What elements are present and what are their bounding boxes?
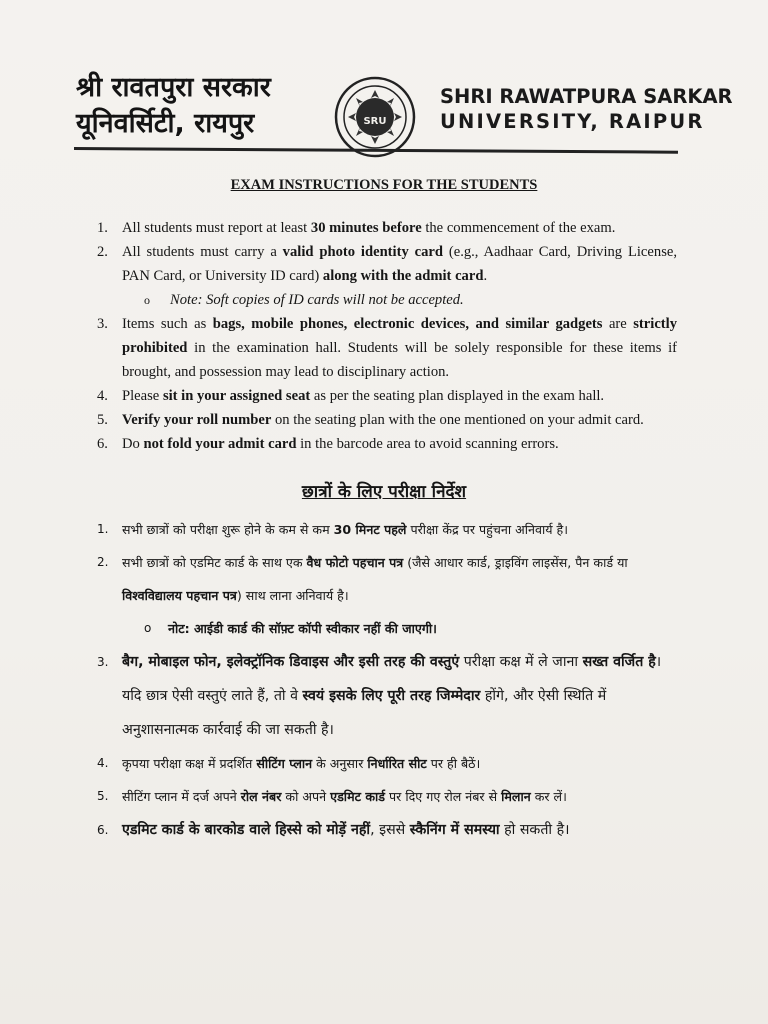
item-text-bold: valid photo identity card xyxy=(282,244,443,260)
item-number: 1. xyxy=(97,220,108,236)
item-text-bold: एडमिट कार्ड के बारकोड वाले हिस्से को मोड़ें नहीं xyxy=(122,822,371,838)
item-text: All students must carry a xyxy=(122,244,283,260)
item-number: 6. xyxy=(97,436,108,452)
hindi-instructions-title: छात्रों के लिए परीक्षा निर्देश xyxy=(301,482,467,502)
item-text: हो सकती है। xyxy=(499,822,570,838)
english-item xyxy=(92,216,677,240)
logo-text: SRU xyxy=(363,116,387,127)
item-text-bold: वैध फोटो पहचान पत्र xyxy=(306,555,404,570)
item-text-bold: sit in your assigned seat xyxy=(162,388,311,404)
item-text-bold: निर्धारित सीट xyxy=(367,756,427,771)
item-text: Do xyxy=(122,436,144,452)
item-text-bold: not fold your admit card xyxy=(143,436,297,452)
item-text: (e.g., Aadhaar Card, Driving License, PAN Card, or University ID card) xyxy=(122,244,677,284)
item-text: होंगे, और ऐसी स्थिति में अनुशासनात्मक कार्रवाई की जा सकती है। xyxy=(122,688,607,738)
item-number: 6. xyxy=(97,823,109,837)
english-item xyxy=(92,408,677,432)
item-text: परीक्षा कक्ष में ले जाना xyxy=(459,654,583,670)
item-text: in the barcode area to avoid scanning errors. xyxy=(296,436,559,452)
hindi-item xyxy=(90,546,680,612)
item-text: as per the seating plan displayed in the exam hall. xyxy=(310,388,605,404)
university-name-hindi xyxy=(76,70,336,142)
university-name-english-line1: SHRI RAWATPURA SARKAR xyxy=(440,85,733,108)
hindi-note: o नोट: आईडी कार्ड की सॉफ़्ट कॉपी स्वीकार नहीं की जाएगी। xyxy=(144,621,437,636)
item-text-bold: bags, mobile phones, electronic devices, and similar gadgets xyxy=(212,316,603,332)
item-number: 4. xyxy=(97,756,109,770)
hindi-item xyxy=(90,813,680,847)
item-text: , इससे xyxy=(370,822,410,838)
item-text: सीटिंग प्लान में दर्ज अपने xyxy=(122,789,241,804)
hindi-item xyxy=(90,645,680,747)
hindi-item xyxy=(90,780,680,813)
hindi-item xyxy=(90,747,680,780)
english-note: o Note: Soft copies of ID cards will not be accepted. xyxy=(144,292,464,308)
item-text: . xyxy=(483,268,488,284)
item-text-bold: स्वयं इसके लिए पूरी तरह जिम्मेदार xyxy=(302,688,481,704)
item-text: on the seating plan with the one mentioned on your admit card. xyxy=(271,412,644,428)
item-number: 3. xyxy=(97,316,108,332)
item-text: कर लें। xyxy=(530,789,567,804)
item-text: पर दिए गए रोल नंबर से xyxy=(385,789,502,804)
item-text: परीक्षा केंद्र पर पहुंचना अनिवार्य है। xyxy=(406,522,568,537)
university-name-english-line2: UNIVERSITY, RAIPUR xyxy=(440,110,705,133)
english-instructions-list xyxy=(92,216,677,456)
item-text: सभी छात्रों को परीक्षा शुरू होने के कम से कम xyxy=(122,522,334,537)
english-item xyxy=(92,432,677,456)
item-text-bold: Verify your roll number xyxy=(122,412,272,428)
university-seal-logo xyxy=(334,76,416,158)
item-text: । यदि छात्र ऐसी वस्तुएं लाते हैं, तो वे xyxy=(122,654,662,704)
item-number: 4. xyxy=(97,388,108,404)
item-number: 1. xyxy=(97,522,109,536)
item-text-bold: मिलान xyxy=(501,789,531,804)
item-text-bold: along with the admit card xyxy=(322,268,484,284)
university-name-hindi-line2: यूनिवर्सिटी, रायपुर xyxy=(76,108,255,139)
item-text-bold: रोल नंबर xyxy=(240,789,282,804)
university-name-english xyxy=(440,84,733,134)
item-text-bold: 30 minutes before xyxy=(310,220,422,236)
item-text: Items such as xyxy=(122,316,213,332)
english-item xyxy=(92,384,677,408)
english-instructions-title: EXAM INSTRUCTIONS FOR THE STUDENTS xyxy=(230,177,538,193)
item-text-bold: 30 मिनट पहले xyxy=(333,522,407,537)
item-number: 3. xyxy=(97,655,109,669)
item-text-bold: बैग, मोबाइल फोन, इलेक्ट्रॉनिक डिवाइस और इसी तरह की वस्तुएं xyxy=(122,654,460,670)
item-text: कृपया परीक्षा कक्ष में प्रदर्शित xyxy=(122,756,257,771)
university-name-hindi-line1: श्री रावतपुरा सरकार xyxy=(76,72,271,103)
item-text: पर ही बैठें। xyxy=(426,756,481,771)
item-text: in the examination hall. Students will be solely responsible for these items if brought, and possession may lead to disciplinary action. xyxy=(122,340,677,380)
item-text-bold: सख्त वर्जित है xyxy=(582,654,656,670)
english-item xyxy=(92,312,677,384)
item-number: 2. xyxy=(97,555,109,569)
item-text: are xyxy=(602,316,634,332)
english-item xyxy=(92,240,677,288)
item-text-bold: एडमिट कार्ड xyxy=(330,789,386,804)
item-text: के अनुसार xyxy=(312,756,368,771)
item-text-bold: strictly prohibited xyxy=(122,316,678,356)
item-text-bold: सीटिंग प्लान xyxy=(256,756,313,771)
item-text: (जैसे आधार कार्ड, ड्राइविंग लाइसेंस, पैन कार्ड या xyxy=(403,555,628,570)
item-number: 5. xyxy=(97,412,108,428)
item-text: ) साथ लाना अनिवार्य है। xyxy=(236,588,349,603)
item-text: को अपने xyxy=(281,789,331,804)
hindi-item xyxy=(90,513,680,546)
item-text: the commencement of the exam. xyxy=(421,220,616,236)
item-number: 2. xyxy=(97,244,108,260)
item-text: सभी छात्रों को एडमिट कार्ड के साथ एक xyxy=(122,555,307,570)
item-text: Please xyxy=(122,388,163,404)
hindi-instructions-list xyxy=(90,513,680,847)
item-text-bold: विश्वविद्यालय पहचान पत्र xyxy=(122,588,237,603)
item-text: All students must report at least xyxy=(122,220,311,236)
item-text-bold: स्कैनिंग में समस्या xyxy=(409,822,500,838)
item-number: 5. xyxy=(97,789,109,803)
